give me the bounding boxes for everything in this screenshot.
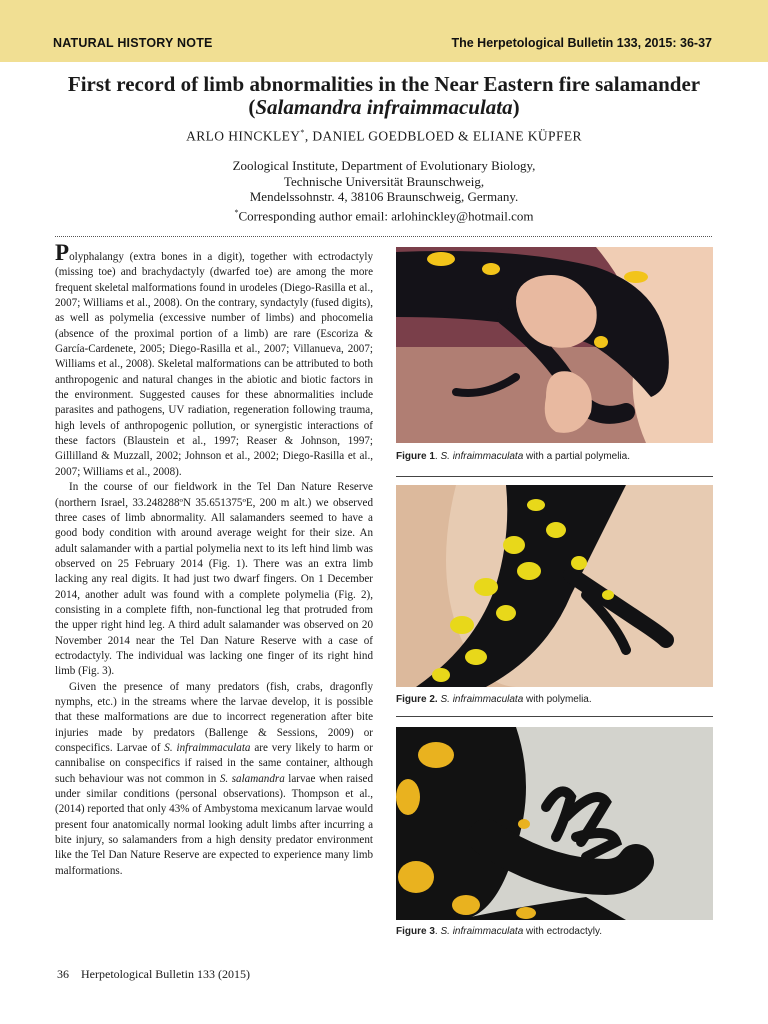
section-label: NATURAL HISTORY NOTE bbox=[53, 36, 213, 50]
paragraph-3: Given the presence of many predators (fish, crabs, dragonfly nymphs, etc.) in the streams where the larvae develop, it is possible that these malformations are due to incorrect regeneration after bite injuries made by predators (Ballenge & Sessions, 2009) or conspecifics. Larvae of S. infraimmaculata are very likely to harm or cannibalise on conspecifics if raised in the same container, although such behaviour was not common in S. salamandra larvae when raised under similar conditions (personal observations). Thompson et al., (2014) reported that only 43% of Ambystoma mexicanum larvae would present four anatomically normal looking adult limbs after incurring a bite injury, so salamanders from a high density predator environment like the Tel Dan Nature Reserve are expected to experience many limb malformations. bbox=[55, 680, 374, 877]
page-footer bbox=[57, 967, 262, 982]
header-banner bbox=[0, 0, 768, 62]
dotted-divider bbox=[55, 236, 712, 237]
page-number: 36 bbox=[57, 967, 69, 981]
article-title: First record of limb abnormalities in the Near Eastern fire salamander (Salamandra infraimmaculata) bbox=[67, 72, 701, 119]
figure-1-caption: Figure 1. S. infraimmaculata with a partial polymelia. bbox=[396, 451, 630, 462]
footer-journal: Herpetological Bulletin 133 (2015) bbox=[81, 967, 250, 981]
title-species: Salamandra infraimmaculata bbox=[255, 95, 513, 119]
figure-1-photo bbox=[396, 247, 713, 443]
paragraph-2: In the course of our fieldwork in the Tel Dan Nature Reserve (northern Israel, 33.248288ºN 35.651375ºE, 200 m alt.) we observed three cases of limb abnormality. All salamanders seemed to have a good body condition with around average weight for their size. An adult salamander with a partial polymelia next to its left hind limb was observed on 25 February 2014 (Fig. 1). There was an extra limb lacking any real digits. It had just two dwarf fingers. On 1 December 2014, another adult was found with a complete polymelia (Fig. 2), consisting in a complete fifth, non-functional leg that protruded from the upper right hind leg. A third adult salamander was observed on 20 November 2014 near the Tel Dan Nature Reserve with a case of ectrodactyly. The individual was lacking one finger of its right hind limb (Fig. 3). bbox=[55, 481, 373, 678]
figure-3-photo bbox=[396, 727, 713, 920]
author-list: ARLO HINCKLEY*, DANIEL GOEDBLOED & ELIANE KÜPFER bbox=[186, 128, 582, 144]
paragraph-1: Polyphalangy (extra bones in a digit), together with ectrodactyly (missing toe) and brachydactyly (dwarfed toe) are among the more frequent skeletal malformations found in urodeles (Diego-Rasilla et al., 2007; Williams et al., 2008). On the contrary, syndactyly (fused digits), as well as polymelia (excessive number of limbs) and phocomelia (absence of the proximal portion of a limb) are rare (Escoriza & García-Cardenete, 2005; Diego-Rasilla et al., 2007; Villanueva, 2007; Williams et al., 2008). Skeletal malformations can be attributed to both anthropogenic and natural changes in the abiotic and biotic factors in the environment. Suggested causes for these abnormalities include parasites and pathogens, UV radiation, regeneration following trauma, high levels of anthropogenic pollution, or synergistic interactions of these factors (Blaustein et al., 1997; Reaser & Johnson, 1997; Gillilland & Muzzall, 2002; Johnson et al., 2002; Diego-Rasilla et al., 2007; Williams et al., 2008). bbox=[55, 240, 373, 478]
figure-3-caption: Figure 3. S. infraimmaculata with ectrodactyly. bbox=[396, 926, 603, 937]
affiliation: Zoological Institute, Department of Evolutionary Biology, Technische Universität Braunschweig, Mendelssohnstr. 4, 38106 Braunschweig, Germany. *Corresponding author email: arlohinckley@hotmail.com bbox=[232, 158, 536, 223]
corresponding-email[interactable]: Corresponding author email: arlohinckley@hotmail.com bbox=[238, 207, 534, 223]
journal-issue: The Herpetological Bulletin 133, 2015: 36-37 bbox=[451, 36, 712, 50]
body-text bbox=[55, 240, 374, 879]
figure-2-caption: Figure 2. S. infraimmaculata with polymelia. bbox=[396, 694, 592, 705]
caption-rule-2 bbox=[396, 716, 713, 717]
caption-rule-1 bbox=[396, 476, 713, 477]
figure-2-photo bbox=[396, 485, 713, 687]
drop-cap: P bbox=[55, 240, 70, 265]
